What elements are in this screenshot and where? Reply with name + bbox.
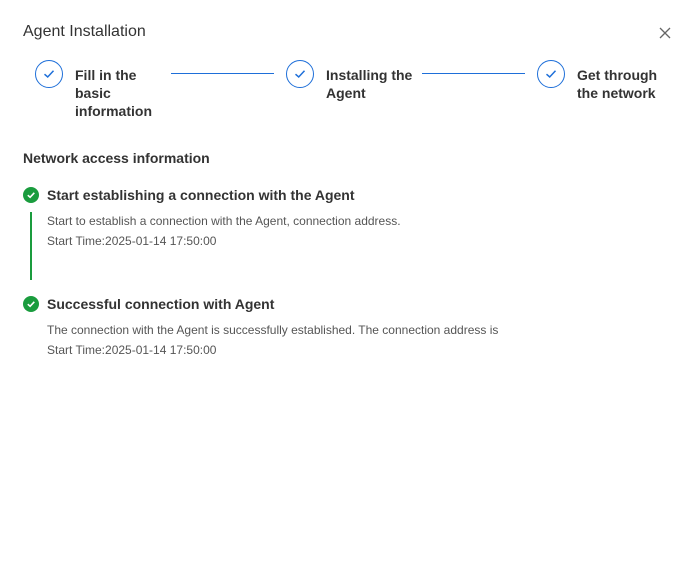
- timeline-item: [23, 295, 673, 360]
- step-complete-check-icon: [286, 60, 314, 88]
- step-label: Fill in the basic information: [75, 67, 152, 119]
- step-basic-information: [35, 60, 152, 120]
- success-check-icon: [23, 296, 39, 312]
- step-connector: [171, 73, 274, 74]
- success-check-icon: [23, 187, 39, 203]
- timeline-heading: Successful connection with Agent: [47, 296, 275, 312]
- timeline-connector: [30, 212, 32, 280]
- step-get-through-network: [537, 60, 657, 102]
- step-label: Get through the network: [577, 67, 658, 101]
- section-title: Network access information: [23, 150, 210, 166]
- steps-progress: [35, 60, 675, 130]
- dialog-title: Agent Installation: [23, 23, 146, 40]
- timeline-item: [23, 186, 673, 251]
- timeline-description: Start to establish a connection with the Agent, connection address.: [47, 214, 401, 228]
- step-label: Installing the Agent: [326, 67, 413, 101]
- step-connector: [422, 73, 525, 74]
- connection-timeline: [23, 186, 673, 360]
- step-complete-check-icon: [35, 60, 63, 88]
- step-installing-agent: [286, 60, 412, 102]
- close-button[interactable]: [655, 23, 675, 43]
- timeline-description: The connection with the Agent is successfully established. The connection address is: [47, 323, 499, 337]
- timeline-start-time: Start Time:2025-01-14 17:50:00: [47, 343, 217, 357]
- close-icon: [659, 27, 671, 39]
- step-complete-check-icon: [537, 60, 565, 88]
- timeline-start-time: Start Time:2025-01-14 17:50:00: [47, 234, 217, 248]
- timeline-heading: Start establishing a connection with the Agent: [47, 187, 355, 203]
